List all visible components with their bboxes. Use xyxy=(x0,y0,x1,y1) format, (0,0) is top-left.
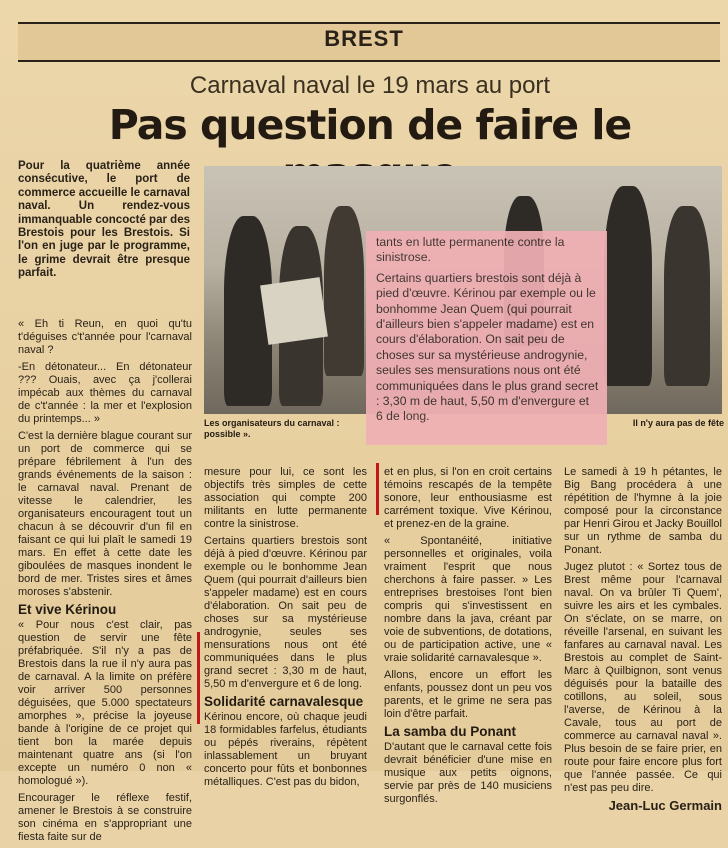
photo-caption-left: Les organisateurs du carnaval : possible ». xyxy=(204,418,340,439)
paragraph: D'autant que le carnaval cette fois devrait bénéficier d'une mise en musique aux petits oignons, servie par près de 140 musiciens surgonflés. xyxy=(384,741,552,805)
red-margin-mark xyxy=(197,632,200,724)
column-2 xyxy=(204,466,367,793)
paragraph: Jugez plutot : « Sortez tous de Brest même pour l'carnaval naval. On va brûler Ti Quem', suivre les airs et les cymbales. On s'éclate, on se marre, on réveille l'arsenal, en suivant les fanfares au carnaval naval. Les Brestois au complet de Saint-Marc à Quilbignon, sont venus déguisés pour la bataille des cotillons, au soleil, sous l'averse, de Kérinou à la Cavale, tous au port de commerce au carnaval naval ». Plus besoin de se faire prier, en route pour faire encore plus fort que l'année passée. Ce qui n'est pas peu dire. xyxy=(564,561,722,794)
paragraph: Certains quartiers brestois sont déjà à pied d'œuvre. Kérinou par exemple ou le bonhomme Jean Quem (qui pourrait d'ailleurs bien s'appeler madame) est en cours d'élaboration. On sait peu de choses sur sa mystérieuse androgynie, seules ses mensurations nous ont été communiquées dans le plus grand secret : 3,30 m de haut, 5,50 m d'envergure et 6 de long. xyxy=(204,535,367,690)
author-signature: Jean-Luc Germain xyxy=(608,798,722,813)
subheading: Et vive Kérinou xyxy=(18,602,117,617)
highlight-paragraph: tants en lutte permanente contre la sinistrose. xyxy=(376,235,565,265)
paragraph: Kérinou encore, où chaque jeudi 18 formidables farfelus, étudiants ou pépés riverains, répètent inlassablement un bruyant concerto pour fûts et bonbonnes métalliques. C'est pas du bidon, xyxy=(204,711,367,788)
red-margin-mark xyxy=(376,463,379,515)
subheading: La samba du Ponant xyxy=(384,724,517,739)
paragraph: C'est la dernière blague courant sur un port de commerce qui se prépare fébrilement à l'un des grands événements de la saison : le carnaval naval. Prenant de vitesse le calendrier, les organisateurs encouragent tout un chacun à se découvrir d'un fil en faisant ce qui lui plaît le samedi 19 mars. En effet à cette date les giboulées de masques inondent le bord de mer. Tristes sires et âmes moroses s'abstenir. xyxy=(18,430,192,598)
lead-paragraph: Pour la quatrième année consécutive, le port de commerce accueille le carnaval naval. Un rendez-vous immanquable concocté par des Brestois pour les Brestois. Si l'on en juge par le programme, le grime devrait être presque parfait. xyxy=(18,160,190,280)
paragraph: et en plus, si l'on en croit certains témoins rescapés de la tempête sonore, leur enthousiasme est carrément toxique. Vive Kérinou, et prenez-en de la graine. xyxy=(384,466,552,530)
headline: Pas question de faire le xyxy=(108,101,632,149)
paragraph: « Spontanéité, initiative personnelles et originales, voila vraiment l'esprit que nous cherchons à faire passer. » Les entreprises brestoises l'ont bien compris qui s'investissent en nombre dans la java, créant par voie de subventions, de dotations, ou de participation active, une « vraie solidarité carnavalesque ». xyxy=(384,535,552,664)
paragraph: mesure pour lui, ce sont les objectifs très simples de cette association qui compte 200 militants en lutte permanente contre la sinistrose. xyxy=(204,466,367,530)
highlighted-excerpt xyxy=(366,231,607,445)
kicker: Carnaval naval le 19 mars au port xyxy=(189,72,551,99)
paragraph: Le samedi à 19 h pétantes, le Big Bang procédera à une répétition de l'hymne à la joie composé pour la circonstance par Henri Girou et Jacky Bouillol sur un rythme de samba du Ponant. xyxy=(564,466,722,556)
column-4 xyxy=(564,466,722,812)
column-1 xyxy=(18,318,192,848)
photo-caption-right: Il n'y aura pas de fête xyxy=(632,418,724,428)
paragraph: « Pour nous c'est clair, pas question de servir une fête préfabriquée. S'il n'y a pas de Brestois dans la rue il n'y aura pas de carnaval. A la limite on préfère voir arriver 500 personnes déguisées, que 5.000 spectateurs amorphes », précise la joyeuse bande à l'origine de ce projet qui tient bon la marée depuis maintenant quatre ans (si l'on excepte un numéro 0 non « homologué »). xyxy=(18,619,192,787)
subheading: Solidarité carnavalesque xyxy=(204,694,364,709)
paragraph: « Eh ti Reun, en quoi qu'tu t'déguises c't'année pour l'carnaval naval ? xyxy=(18,318,192,356)
highlight-paragraph: Certains quartiers brestois sont déjà à pied d'œuvre. Kérinou par exemple ou le bonhomme Jean Quem (qui pourrait d'ailleurs bien s'appeler madame) est en cours d'élaboration. On sait peu de choses sur sa mystérieuse androgynie, seules ses mensurations nous ont été communiquées dans le plus grand secret : 3,30 m de haut, 5,50 m d'envergure et 6 de long. xyxy=(376,270,599,424)
paragraph: Allons, encore un effort les enfants, poussez dont un peu vos parents, et le grime ne sera pas loin d'être parfait. xyxy=(384,669,552,720)
paragraph: Encourager le réflexe festif, amener le Brestois à se construire son cinéma en s'appropriant une fiesta faite sur de xyxy=(18,792,192,843)
section-title: BREST xyxy=(324,26,404,51)
paragraph: -En détonateur... En détonateur ??? Ouais, avec ça j'collerai impécab aux thèmes du carnaval de c't'année : la mer et l'explosion du printemps... » xyxy=(18,361,192,425)
column-3 xyxy=(384,466,552,810)
